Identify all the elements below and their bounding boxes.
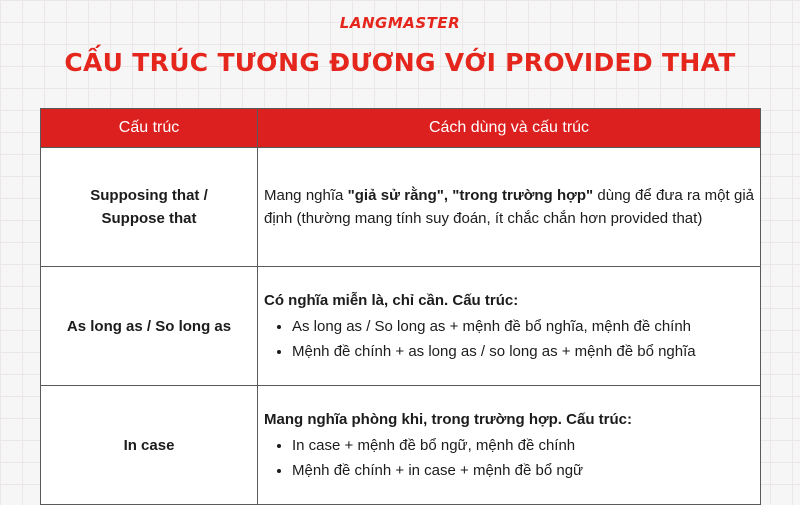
usage-lead: Mang nghĩa phòng khi, trong trường hợp. Cấu trúc:: [264, 410, 632, 428]
header-structure: Cấu trúc: [41, 109, 258, 148]
table-row: [41, 267, 761, 386]
usage-bullet-list: [264, 433, 754, 483]
brand-logo: LANGMASTER: [339, 14, 461, 32]
usage-text: [264, 184, 754, 230]
structure-cell: In case: [41, 386, 258, 505]
structure-cell: As long as / So long as: [41, 267, 258, 386]
usage-cell: [258, 386, 761, 505]
usage-text-post: dùng để đưa ra một giả định (thường mang tính suy đoán, ít chắc chắn hơn provided that): [264, 187, 754, 227]
structure-cell: [41, 148, 258, 267]
usage-lead: Có nghĩa miễn là, chỉ cần. Cấu trúc:: [264, 291, 519, 309]
table-row: [41, 148, 761, 267]
table-row: [41, 386, 761, 505]
usage-bullet-list: [264, 314, 754, 364]
usage-text-pre: Mang nghĩa: [264, 187, 348, 204]
list-item: • Mệnh đề chính + in case + mệnh đề bổ ngữ: [292, 458, 754, 483]
usage-cell: [258, 148, 761, 267]
usage-cell: [258, 267, 761, 386]
page-title: CẤU TRÚC TƯƠNG ĐƯƠNG VỚI PROVIDED THAT: [64, 48, 736, 77]
table-header-row: [41, 109, 761, 148]
structures-table: [40, 108, 761, 505]
structure-label-line2: Suppose that: [101, 210, 197, 227]
list-item: • Mệnh đề chính + as long as / so long as + mệnh đề bổ nghĩa: [292, 339, 754, 364]
list-item: • In case + mệnh đề bổ ngữ, mệnh đề chính: [292, 433, 754, 458]
usage-text-emphasis: "giả sử rằng", "trong trường hợp": [347, 187, 594, 204]
structure-label-line1: Supposing that /: [90, 187, 208, 204]
list-item: • As long as / So long as + mệnh đề bổ nghĩa, mệnh đề chính: [292, 314, 754, 339]
header-usage: Cách dùng và cấu trúc: [258, 109, 761, 148]
